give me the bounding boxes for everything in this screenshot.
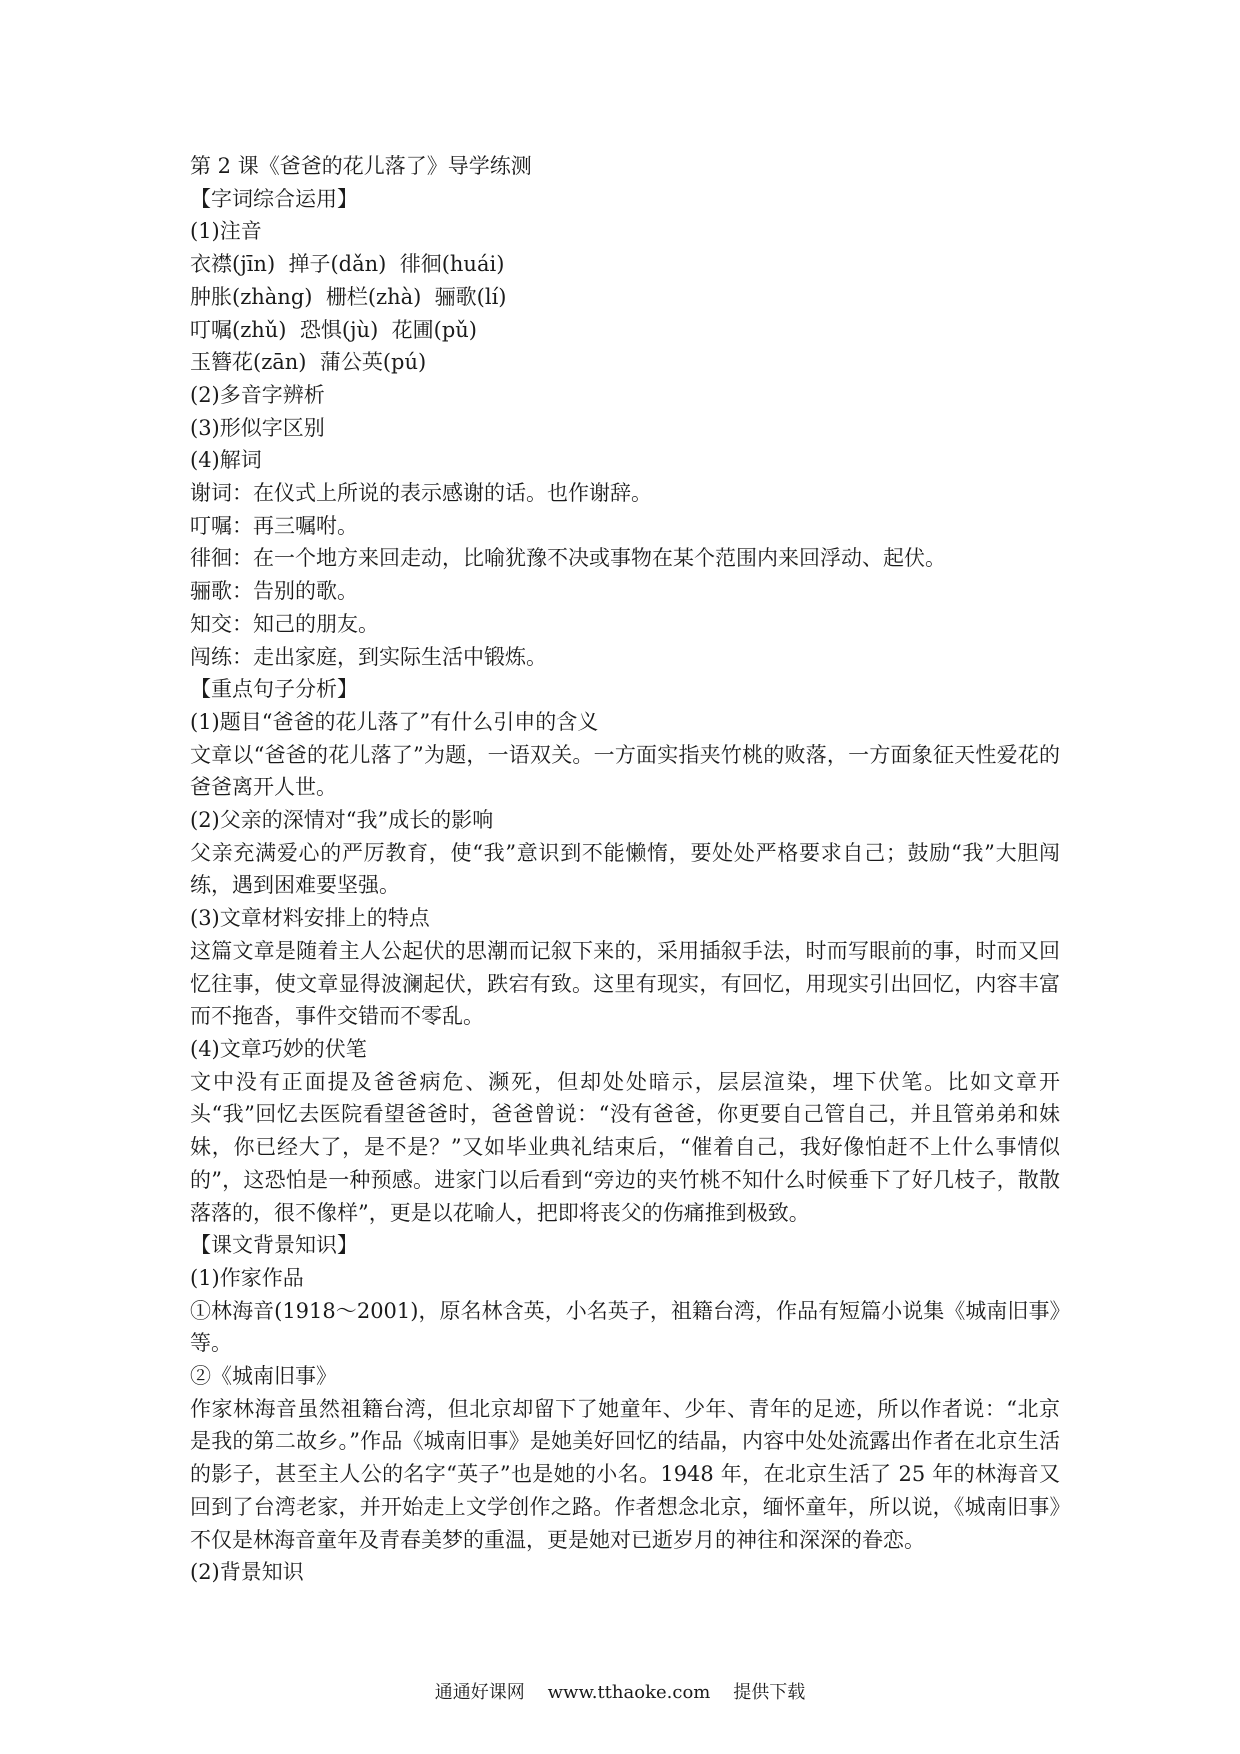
text-line: (1)题目“爸爸的花儿落了”有什么引申的含义 [190, 709, 599, 734]
document-body [190, 150, 1060, 1589]
text-line: (3)形似字区别 [190, 415, 325, 440]
text-line: 文中没有正面提及爸爸病危、濒死，但却处处暗示，层层渲染，埋下伏笔。比如文章开头“我”回忆去医院看望爸爸时，爸爸曾说：“没有爸爸，你更要自己管自己，并且管弟弟和妹妹，你已经大了，是不是？”又如毕业典礼结束后，“催着自己，我好像怕赶不上什么事情似的”，这恐怕是一种预感。进家门以后看到“旁边的夹竹桃不知什么时候垂下了好几枝子，散散落落的，很不像样”，更是以花喻人，把即将丧父的伤痛推到极致。 [190, 1069, 1060, 1225]
text-line: 【重点句子分析】 [190, 677, 358, 702]
text-line: (2)父亲的深情对“我”成长的影响 [190, 808, 494, 833]
text-line: (3)文章材料安排上的特点 [190, 906, 430, 931]
text-line: 【字词综合运用】 [190, 186, 358, 211]
text-line: 第 2 课《爸爸的花儿落了》导学练测 [190, 154, 532, 178]
text-line: 叮嘱：再三嘱咐。 [190, 513, 358, 538]
text-line: 玉簪花(zān) 蒲公英(pú) [190, 350, 427, 375]
text-line: ②《城南旧事》 [190, 1364, 337, 1389]
text-line: 作家林海音虽然祖籍台湾，但北京却留下了她童年、少年、青年的足迹，所以作者说：“北京是我的第二故乡。”作品《城南旧事》是她美好回忆的结晶，内容中处处流露出作者在北京生活的影子，甚至主人公的名字“英子”也是她的小名。1948 年，在北京生活了 25 年的林海音又回到了台湾老家，并开始走上文学创作之路。作者想念北京，缅怀童年，所以说，《城南旧事》不仅是林海音童年及青春美梦的重温，更是她对已逝岁月的神往和深深的眷恋。 [190, 1396, 1060, 1552]
text-line: (2)背景知识 [190, 1560, 304, 1585]
text-line: (1)注音 [190, 219, 262, 244]
page-footer [0, 1681, 1240, 1705]
text-line: (4)文章巧妙的伏笔 [190, 1036, 367, 1061]
text-line: ①林海音(1918～2001)，原名林含英，小名英子，祖籍台湾，作品有短篇小说集《城南旧事》等。 [190, 1298, 1060, 1356]
text-line: 衣襟(jīn) 掸子(dǎn) 徘徊(huái) [190, 252, 505, 277]
text-line: (2)多音字辨析 [190, 382, 325, 407]
text-line: (1)作家作品 [190, 1265, 304, 1290]
text-line: 徘徊：在一个地方来回走动，比喻犹豫不决或事物在某个范围内来回浮动、起伏。 [190, 546, 946, 571]
text-line: 叮嘱(zhǔ) 恐惧(jù) 花圃(pǔ) [190, 317, 477, 342]
text-line: 闯练：走出家庭，到实际生活中锻炼。 [190, 644, 547, 669]
footer-site-name: 通通好课网 [434, 1682, 525, 1703]
footer-url[interactable]: www.tthaoke.com [547, 1682, 711, 1703]
text-line: 【课文背景知识】 [190, 1233, 358, 1258]
text-line: 肿胀(zhàng) 栅栏(zhà) 骊歌(lí) [190, 284, 507, 309]
text-line: (4)解词 [190, 448, 262, 473]
text-line: 知交：知己的朋友。 [190, 611, 379, 636]
footer-suffix: 提供下载 [733, 1682, 806, 1703]
text-line: 这篇文章是随着主人公起伏的思潮而记叙下来的，采用插叙手法，时而写眼前的事，时而又回忆往事，使文章显得波澜起伏，跌宕有致。这里有现实，有回忆，用现实引出回忆，内容丰富而不拖沓，事件交错而不零乱。 [190, 938, 1060, 1029]
text-line: 文章以“爸爸的花儿落了”为题，一语双关。一方面实指夹竹桃的败落，一方面象征天性爱花的爸爸离开人世。 [190, 742, 1060, 800]
text-line: 骊歌：告别的歌。 [190, 579, 358, 604]
text-line: 父亲充满爱心的严厉教育，使“我”意识到不能懒惰，要处处严格要求自己；鼓励“我”大胆闯练，遇到困难要坚强。 [190, 840, 1060, 898]
text-line: 谢词：在仪式上所说的表示感谢的话。也作谢辞。 [190, 481, 652, 506]
